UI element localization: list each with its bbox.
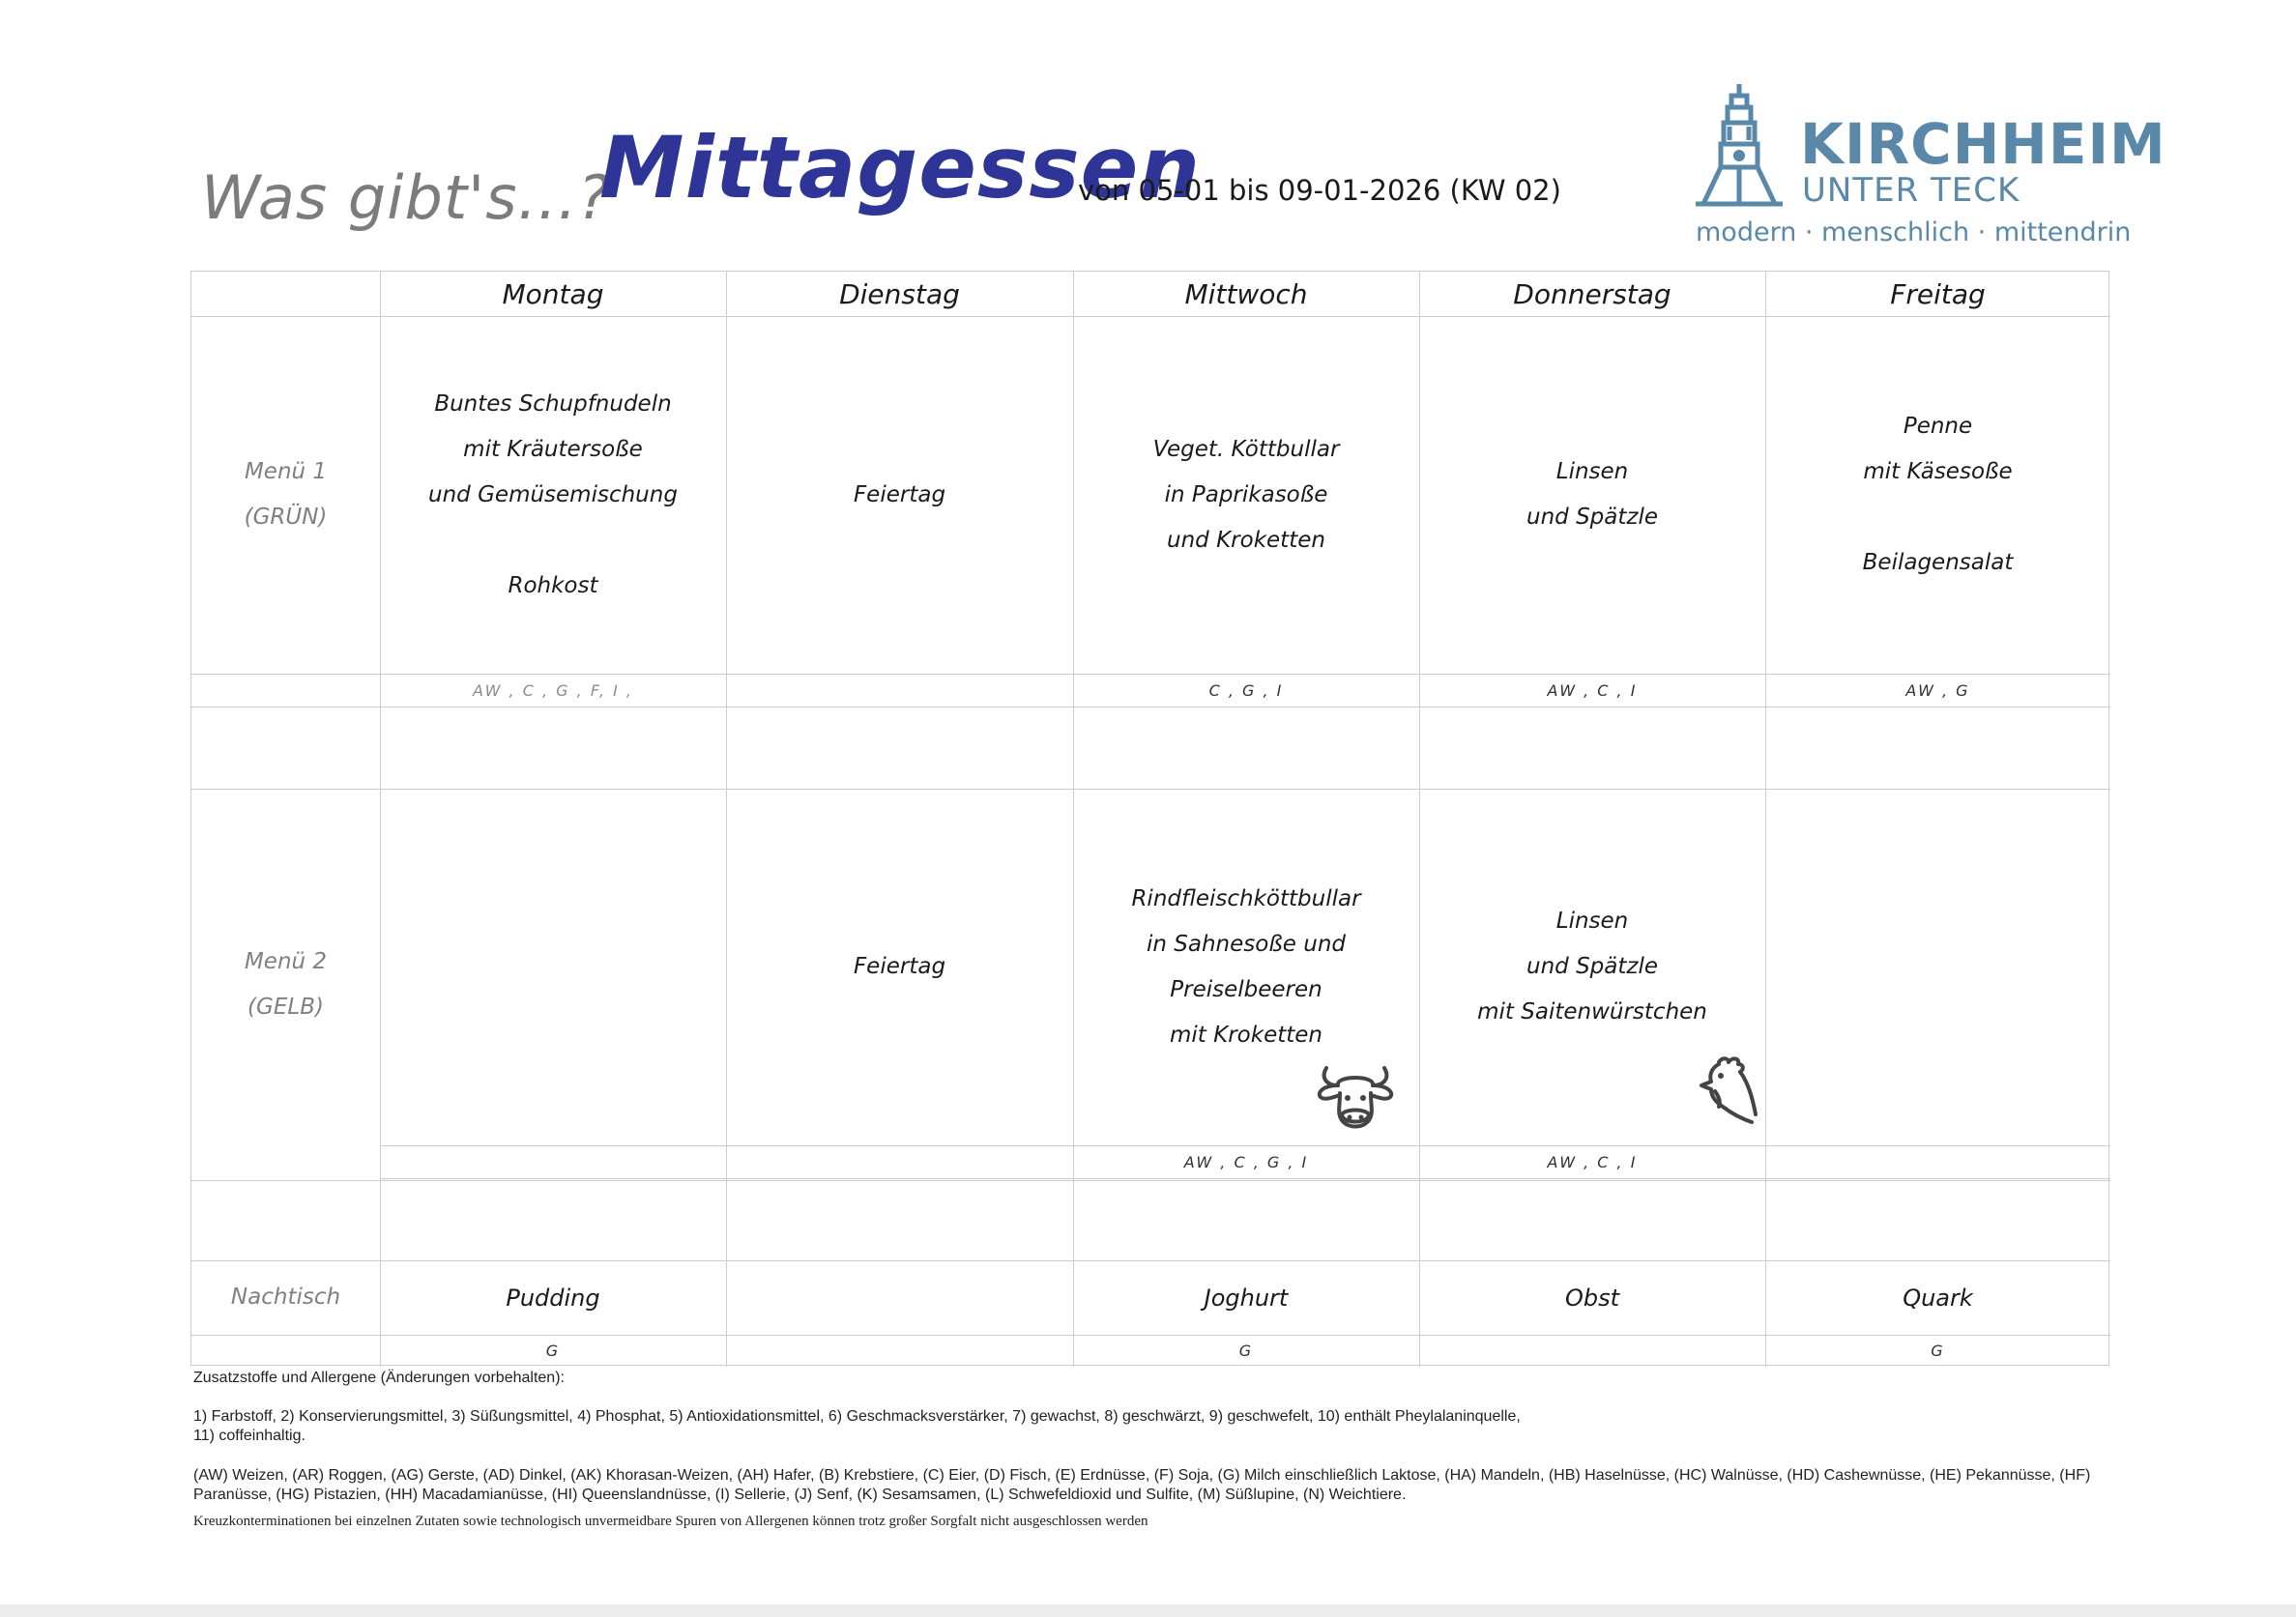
meal-line: Veget. Köttbullar xyxy=(1152,436,1340,462)
notes-heading: Zusatzstoffe und Allergene (Änderungen vorbehalten): xyxy=(193,1370,565,1386)
meal-line: Buntes Schupfnudeln xyxy=(434,390,672,417)
menu2-allergens-montag xyxy=(380,1145,726,1178)
day-header-mittwoch: Mittwoch xyxy=(1184,277,1308,310)
meal-line: mit Käsesoße xyxy=(1863,459,2013,484)
dessert-montag: Pudding xyxy=(506,1284,600,1312)
menu1-label-color: (GRÜN) xyxy=(244,505,328,530)
disclaimer: Kreuzkonterminationen bei einzelnen Zutaten sowie technologisch unvermeidbare Spuren von Allergenen können trotz großer Sorgfalt nicht ausgeschlossen werden xyxy=(193,1514,1148,1529)
meal-line: in Sahnesoße und xyxy=(1146,931,1347,957)
allergens-line-2: Paranüsse, (HG) Pistazien, (HH) Macadamianüsse, (HI) Queenslandnüsse, (I) Sellerie, (J) Senf, (K) Sesamsamen, (L) Schwefeldioxid und Sulfite, (M) Süßlupine, (N) Weichtiere. xyxy=(193,1487,1407,1503)
meal-line: mit Kroketten xyxy=(1170,1022,1322,1048)
meal-line: in Paprikasoße xyxy=(1164,481,1328,507)
menu2-label-color: (GELB) xyxy=(247,994,324,1020)
menu1-label xyxy=(191,316,380,674)
menu2-allergens-donnerstag: AW , C , I xyxy=(1547,1152,1638,1171)
day-header-dienstag: Dienstag xyxy=(839,277,960,310)
dessert-freitag: Quark xyxy=(1903,1284,1973,1312)
dessert-mittwoch: Joghurt xyxy=(1204,1284,1289,1312)
menu1-allergens-freitag: AW , G xyxy=(1905,680,1970,700)
menu1-allergens-donnerstag: AW , C , I xyxy=(1547,680,1638,700)
meal-line: und Kroketten xyxy=(1167,527,1325,553)
day-header-freitag: Freitag xyxy=(1890,277,1986,310)
menu1-meal-freitag xyxy=(1765,316,2110,674)
menu2-label-name: Menü 2 xyxy=(244,948,328,974)
dessert-allergens-dienstag xyxy=(726,1335,1073,1367)
logo-line-1: KIRCHHEIM xyxy=(1800,111,2166,177)
menu2-label xyxy=(191,789,380,1180)
tagline: Was gibt's...? xyxy=(201,162,611,233)
meal-line: Preiselbeeren xyxy=(1170,976,1322,1002)
logo-slogan: modern · menschlich · mittendrin xyxy=(1696,217,2132,247)
menu1-allergens-mittwoch: C , G , I xyxy=(1208,680,1284,700)
menu-table xyxy=(190,271,2109,1366)
menu2-meal-dienstag xyxy=(726,789,1073,1145)
dessert-donnerstag: Obst xyxy=(1564,1284,1620,1312)
page-bottom-edge xyxy=(0,1604,2296,1617)
menu1-meal-dienstag xyxy=(726,316,1073,674)
logo-line-2: UNTER TECK xyxy=(1802,171,2020,210)
day-header-montag: Montag xyxy=(502,277,604,310)
city-logo xyxy=(1694,82,2166,256)
dessert-dienstag xyxy=(726,1260,1073,1335)
menu1-meal-mittwoch xyxy=(1073,316,1419,674)
menu2-allergens-freitag xyxy=(1765,1145,2110,1178)
chicken-icon xyxy=(1698,1054,1761,1126)
dessert-allergens-mittwoch: G xyxy=(1238,1342,1254,1360)
meal-line: mit Saitenwürstchen xyxy=(1477,999,1707,1025)
menu2-allergens-dienstag xyxy=(726,1145,1073,1178)
dessert-label: Nachtisch xyxy=(230,1285,341,1310)
meal-line: Linsen xyxy=(1555,909,1629,934)
meal-line: Beilagensalat xyxy=(1862,550,2014,575)
menu1-label-name: Menü 1 xyxy=(244,459,328,484)
meal-line: Feiertag xyxy=(853,954,946,979)
meal-line: Rindfleischköttbullar xyxy=(1131,885,1361,911)
menu1-meal-montag xyxy=(380,316,726,674)
meal-line: Rohkost xyxy=(508,572,598,598)
meal-line: und Spätzle xyxy=(1526,505,1658,530)
meal-line: und Spätzle xyxy=(1526,954,1658,979)
additives-line-2: 11) coffeinhaltig. xyxy=(193,1428,305,1444)
menu2-meal-freitag xyxy=(1765,789,2110,1145)
dessert-allergens-freitag: G xyxy=(1931,1342,1945,1360)
tower-icon xyxy=(1694,82,1786,208)
dessert-allergens-montag: G xyxy=(545,1342,561,1360)
meal-line: Feiertag xyxy=(853,481,946,507)
dessert-allergens-donnerstag xyxy=(1419,1335,1765,1367)
meal-line: und Gemüsemischung xyxy=(428,481,678,507)
meal-line: Linsen xyxy=(1555,459,1629,484)
menu1-allergens-dienstag xyxy=(726,674,1073,707)
menu1-meal-donnerstag xyxy=(1419,316,1765,674)
meal-line: Penne xyxy=(1903,414,1973,439)
menu1-allergens-montag: AW , C , G , F, I , xyxy=(472,680,634,700)
menu2-allergens-mittwoch: AW , C , G , I xyxy=(1183,1152,1309,1171)
page-title: Mittagessen xyxy=(599,118,1202,217)
allergens-line-1: (AW) Weizen, (AR) Roggen, (AG) Gerste, (AD) Dinkel, (AK) Khorasan-Weizen, (AH) Hafer, (B) Krebstiere, (C) Eier, (D) Fisch, (E) Erdnüsse, (F) Soja, (G) Milch einschließlich Laktose, (HA) Mandeln, (HB) Haselnüsse, (HC) Walnüsse, (HD) Cashewnüsse, (HE) Pekannüsse, (HF) xyxy=(193,1467,2091,1484)
meal-line: mit Kräutersoße xyxy=(463,436,643,462)
date-range: von 05-01 bis 09-01-2026 (KW 02) xyxy=(1078,174,1561,207)
day-header-donnerstag: Donnerstag xyxy=(1513,277,1671,310)
additives-line-1: 1) Farbstoff, 2) Konservierungsmittel, 3) Süßungsmittel, 4) Phosphat, 5) Antioxidationsmittel, 6) Geschmacksverstärker, 7) gewachst, 8) geschwärzt, 9) geschwefelt, 10) enthält Pheylalaninquelle, xyxy=(193,1408,1521,1425)
menu2-meal-montag xyxy=(380,789,726,1145)
cow-icon xyxy=(1313,1054,1398,1136)
